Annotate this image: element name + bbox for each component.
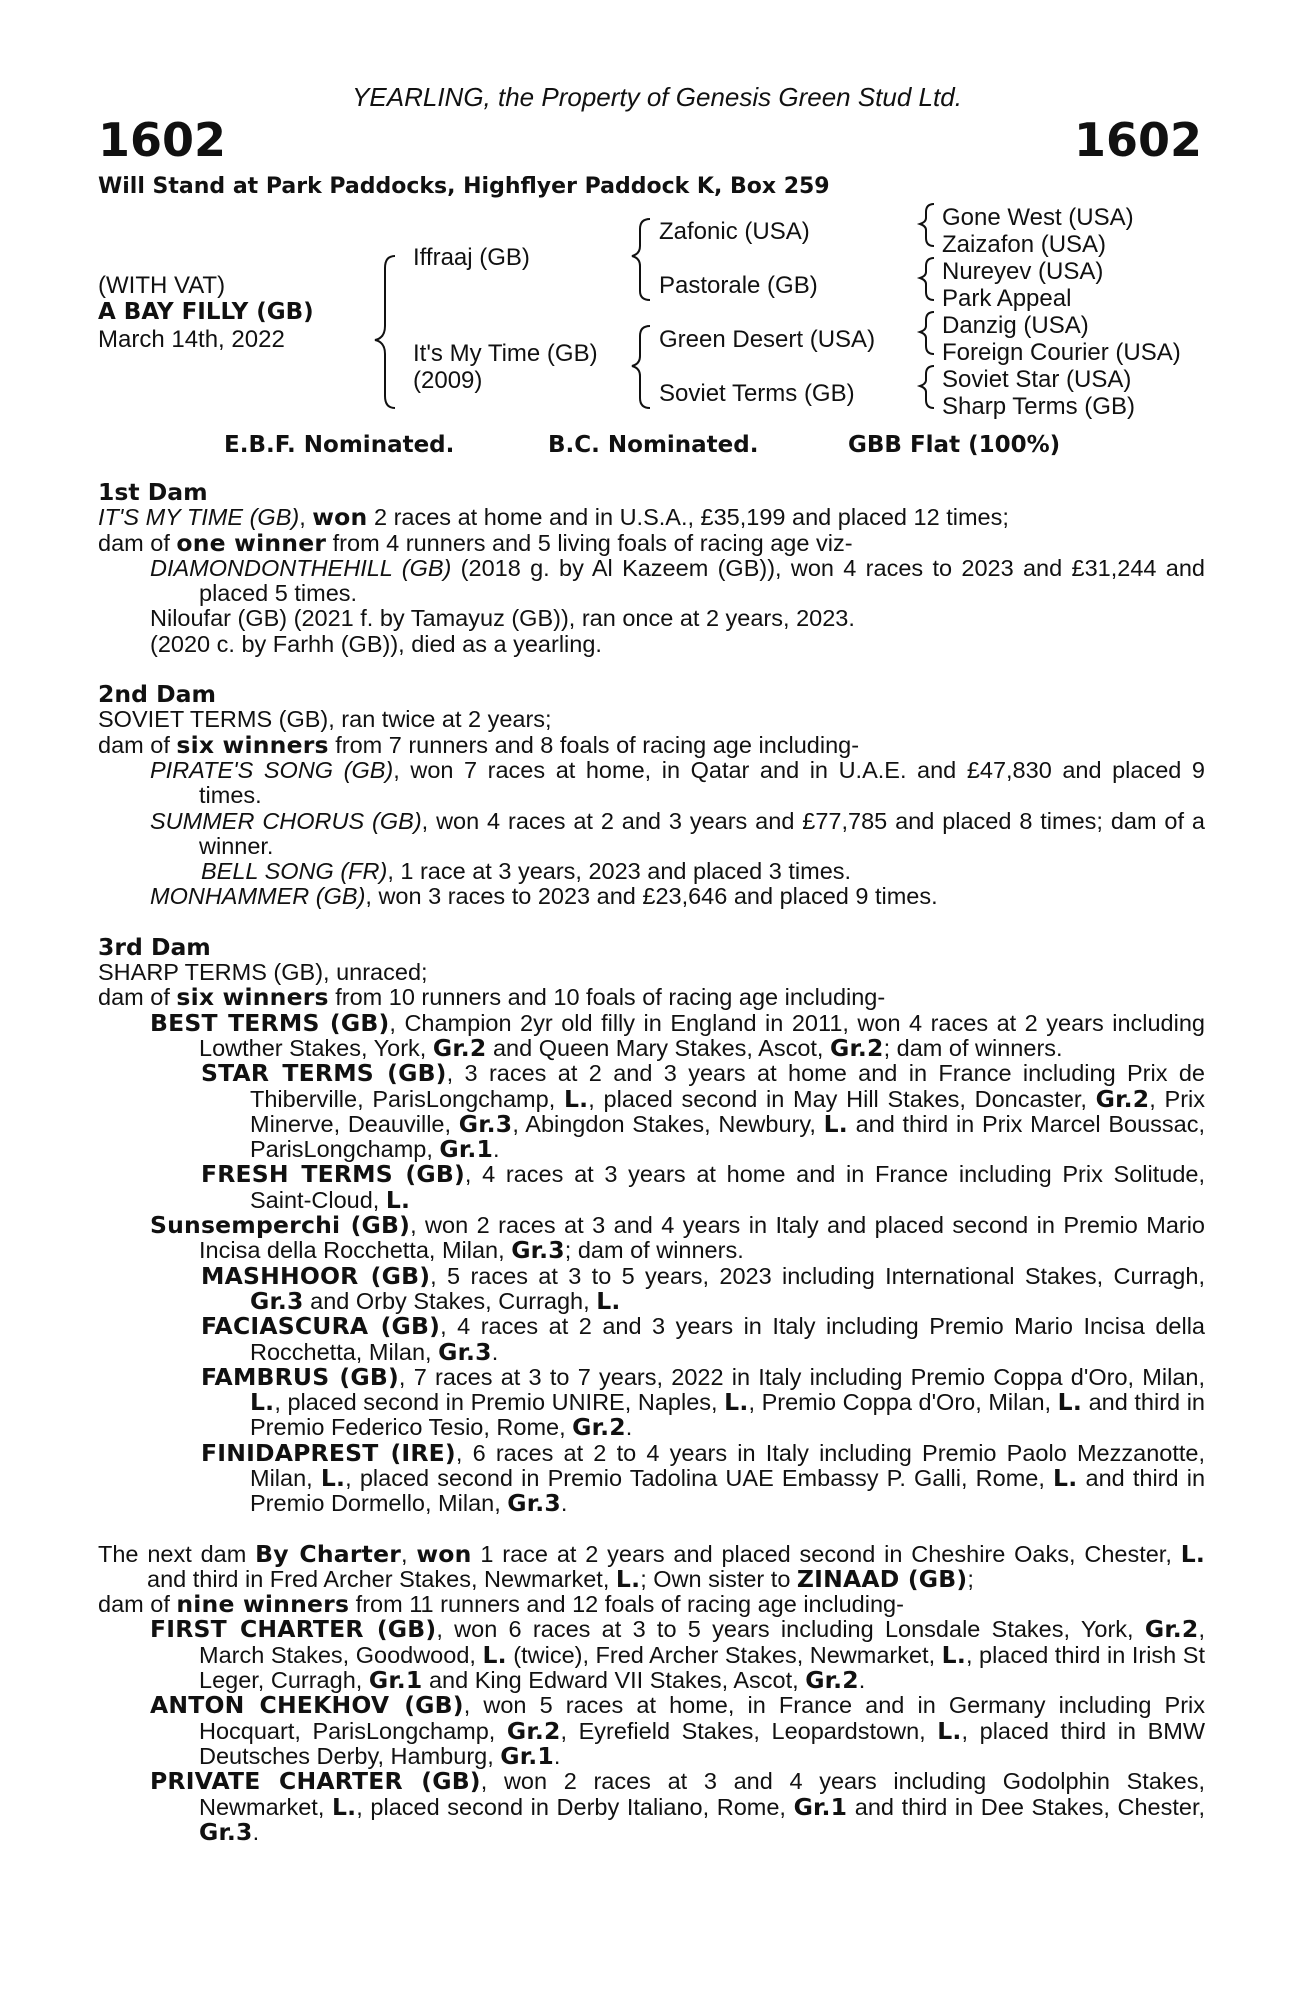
ebf-nomination: E.B.F. Nominated. [224,432,455,458]
produce-entry: (2020 c. by Farhh (GB)), died as a yearling. [150,630,602,657]
vat-note: (WITH VAT) [98,272,226,299]
catalogue-body [98,480,1205,1845]
pedigree-dam: It's My Time (GB) [413,340,598,367]
lot-number-right: 1602 [1073,113,1202,167]
pedigree-sire: Iffraaj (GB) [413,244,530,271]
second-dam-produce-summary: dam of six winners from 7 runners and 8 foals of racing age including- [98,730,860,759]
first-dam-produce-summary: dam of one winner from 4 runners and 5 living foals of racing age viz- [98,528,853,557]
pedigree-gen4-6: Foreign Courier (USA) [942,339,1181,366]
next-dam-line: The next dam By Charter, won 1 race at 2 years and placed second in Cheshire Oaks, Chester, L. and third in Fred Archer Stakes, Newmarket, L.; Own sister to ZINAAD (GB); [98,1539,1205,1593]
stand-location: Will Stand at Park Paddocks, Highflyer Paddock K, Box 259 [98,174,830,199]
lot-number-left: 1602 [98,113,227,167]
first-dam-line: IT'S MY TIME (GB), won 2 races at home and in U.S.A., £35,199 and placed 12 times; [98,503,1009,532]
next-dam-produce-summary: dam of nine winners from 11 runners and 12 foals of racing age including- [98,1590,904,1619]
produce-entry: DIAMONDONTHEHILL (GB) (2018 g. by Al Kazeem (GB)), won 4 races to 2023 and £31,244 and placed 5 times. [150,554,1205,607]
pedigree-gen4-4: Park Appeal [942,285,1072,312]
third-dam-produce-summary: dam of six winners from 10 runners and 10 foals of racing age including- [98,983,886,1012]
produce-entry: PRIVATE CHARTER (GB), won 2 races at 3 and 4 years including Godolphin Stakes, Newmarket, L., placed second in Derby Italiano, Rome, Gr.1 and third in Dee Stakes, Chester, Gr.3. [150,1767,1206,1846]
produce-entry: MONHAMMER (GB), won 3 races to 2023 and £23,646 and placed 9 times. [150,883,938,910]
produce-entry: FINIDAPREST (IRE), 6 races at 2 to 4 years in Italy including Premio Paolo Mezzanotte, Milan, L., placed second in Premio Tadolina UAE Embassy P. Galli, Rome, L. and third in Premio Dormello, Milan, Gr.3. [201,1438,1206,1518]
produce-entry: FAMBRUS (GB), 7 races at 3 to 7 years, 2022 in Italy including Premio Coppa d'Oro, Milan, L., placed second in Premio UNIRE, Naples, L., Premio Coppa d'Oro, Milan, L. and third in Premio Federico Tesio, Rome, Gr.2. [201,1362,1205,1442]
produce-entry: MASHHOOR (GB), 5 races at 3 to 5 years, 2023 including International Stakes, Curragh, Gr.3 and Orby Stakes, Curragh, L. [201,1261,1205,1315]
second-dam-line: SOVIET TERMS (GB), ran twice at 2 years; [98,706,552,733]
gbb-flat-status: GBB Flat (100%) [848,432,1061,458]
pedigree-gen4-7: Soviet Star (USA) [942,366,1132,393]
catalogue-header: YEARLING, the Property of Genesis Green Stud Ltd. [352,82,962,112]
horse-dob: March 14th, 2022 [98,326,285,353]
produce-entry: STAR TERMS (GB), 3 races at 2 and 3 years at home and in France including Prix de Thiberville, ParisLongchamp, L., placed second in May Hill Stakes, Doncaster, Gr.2, Prix Minerve, Deauville, Gr.3, Abingdon Stakes, Newbury, L. and third in Prix Marcel Boussac, ParisLongchamp, Gr.1. [201,1059,1206,1164]
produce-entry: FACIASCURA (GB), 4 races at 2 and 3 years in Italy including Premio Mario Incisa della Rocchetta, Milan, Gr.3. [201,1312,1205,1366]
pedigree-dam-year: (2009) [413,367,483,394]
pedigree-gen4-5: Danzig (USA) [942,312,1089,339]
produce-entry: Sunsemperchi (GB), won 2 races at 3 and 4 years in Italy and placed second in Premio Mario Incisa della Rocchetta, Milan, Gr.3; dam of winners. [150,1211,1206,1265]
produce-entry: ANTON CHEKHOV (GB), won 5 races at home, in France and in Germany including Prix Hocquart, ParisLongchamp, Gr.2, Eyrefield Stakes, Leopardstown, L., placed third in BMW Deutsches Derby, Hamburg, Gr.1. [150,1691,1205,1770]
third-dam-line: SHARP TERMS (GB), unraced; [98,959,428,986]
pedigree-gen4-1: Gone West (USA) [942,204,1134,231]
produce-entry: BEST TERMS (GB), Champion 2yr old filly in England in 2011, won 4 races at 2 years including Lowther Stakes, York, Gr.2 and Queen Mary Stakes, Ascot, Gr.2; dam of winners. [150,1008,1205,1062]
pedigree-gen3-2: Pastorale (GB) [659,272,818,299]
pedigree-gen3-3: Green Desert (USA) [659,326,876,353]
pedigree-gen4-3: Nureyev (USA) [942,258,1104,285]
produce-entry: FIRST CHARTER (GB), won 6 races at 3 to 5 years including Lonsdale Stakes, York, Gr.2, March Stakes, Goodwood, L. (twice), Fred Archer Stakes, Newmarket, L., placed third in Irish St Leger, Curragh, Gr.1 and King Edward VII Stakes, Ascot, Gr.2. [150,1615,1206,1695]
pedigree-gen4-8: Sharp Terms (GB) [942,393,1135,420]
horse-name: A BAY FILLY (GB) [98,299,314,325]
produce-entry: FRESH TERMS (GB), 4 races at 3 years at home and in France including Prix Solitude, Saint-Cloud, L. [201,1160,1205,1214]
pedigree-gen3-1: Zafonic (USA) [659,218,810,245]
produce-entry: PIRATE'S SONG (GB), won 7 races at home, in Qatar and in U.A.E. and £47,830 and placed 9 times. [150,756,1205,809]
second-dam-heading: 2nd Dam [98,680,216,709]
pedigree-gen3-4: Soviet Terms (GB) [659,380,855,407]
bc-nomination: B.C. Nominated. [548,432,759,458]
produce-entry: SUMMER CHORUS (GB), won 4 races at 2 and 3 years and £77,785 and placed 8 times; dam of a winner. [150,807,1205,859]
produce-entry: BELL SONG (FR), 1 race at 3 years, 2023 and placed 3 times. [201,858,852,885]
produce-entry: Niloufar (GB) (2021 f. by Tamayuz (GB)), ran once at 2 years, 2023. [150,605,855,632]
pedigree-gen4-2: Zaizafon (USA) [942,231,1107,258]
third-dam-heading: 3rd Dam [98,932,211,961]
first-dam-heading: 1st Dam [98,478,208,506]
